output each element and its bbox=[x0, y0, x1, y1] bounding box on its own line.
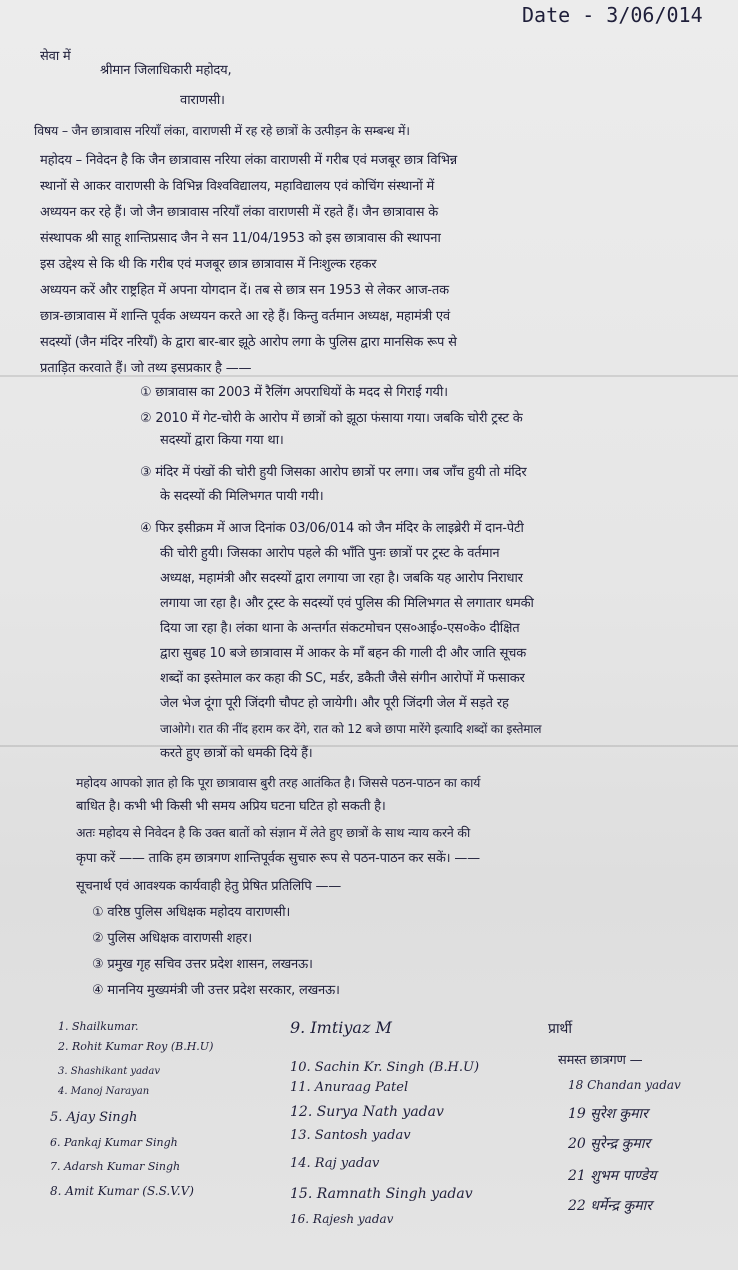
copy-to-item: ④ माननिय मुख्यमंत्री जी उत्तर प्रदेश सरकार, लखनऊ। bbox=[92, 983, 340, 998]
body-line: संस्थापक श्री साहू शान्तिप्रसाद जैन ने सन 11/04/1953 को इस छात्रावास की स्थापना bbox=[40, 231, 441, 246]
fact-item-cont: द्वारा सुबह 10 बजे छात्रावास में आकर के माँ बहन की गाली दी और जाति सूचक bbox=[160, 646, 526, 661]
copy-to-heading: सूचनार्थ एवं आवश्यक कार्यवाही हेतु प्रेषित प्रतिलिपि —— bbox=[76, 879, 342, 894]
salutation-to: सेवा में bbox=[40, 49, 71, 64]
closing-line: बाधित है। कभी भी किसी भी समय अप्रिय घटना घटित हो सकती है। bbox=[76, 799, 386, 814]
fact-item-cont: की चोरी हुयी। जिसका आरोप पहले की भाँति पुनः छात्रों पर ट्रस्ट के वर्तमान bbox=[160, 546, 500, 561]
copy-to-item: ① वरिष्ठ पुलिस अधिक्षक महोदय वाराणसी। bbox=[92, 905, 291, 920]
signature: 18 Chandan yadav bbox=[568, 1078, 681, 1092]
fact-item-cont: के सदस्यों की मिलिभगत पायी गयी। bbox=[160, 489, 324, 504]
fact-item-cont: लगाया जा रहा है। और ट्रस्ट के सदस्यों एवं पुलिस की मिलिभगत से लगातार धमकी bbox=[160, 596, 534, 611]
fact-item-cont: शब्दों का इस्तेमाल कर कहा की SC, मर्डर, डकैती जैसे संगीन आरोपों में फसाकर bbox=[160, 671, 525, 686]
signature: 2. Rohit Kumar Roy (B.H.U) bbox=[58, 1040, 214, 1053]
fact-item: ② 2010 में गेट-चोरी के आरोप में छात्रों को झूठा फंसाया गया। जबकि चोरी ट्रस्ट के bbox=[140, 411, 523, 426]
signature: 10. Sachin Kr. Singh (B.H.U) bbox=[290, 1060, 480, 1075]
fact-item-cont: सदस्यों द्वारा किया गया था। bbox=[160, 433, 284, 448]
signature: 9. Imtiyaz M bbox=[290, 1018, 392, 1037]
signature: 7. Adarsh Kumar Singh bbox=[50, 1160, 181, 1173]
fact-item-cont: करते हुए छात्रों को धमकी दिये हैं। bbox=[160, 746, 313, 761]
signature: 19 सुरेश कुमार bbox=[568, 1106, 648, 1122]
signature: 1. Shailkumar. bbox=[58, 1020, 139, 1033]
signature: 11. Anuraag Patel bbox=[290, 1080, 409, 1095]
closing-line: महोदय आपको ज्ञात हो कि पूरा छात्रावास बुरी तरह आतंकित है। जिससे पठन-पाठन का कार्य bbox=[76, 775, 481, 790]
fact-item: ④ फिर इसीक्रम में आज दिनांक 03/06/014 को जैन मंदिर के लाइब्रेरी में दान-पेटी bbox=[140, 521, 524, 536]
fact-item-cont: जाओगे। रात की नींद हराम कर देंगे, रात को 12 बजे छापा मारेंगे इत्यादि शब्दों का इस्तेमाल bbox=[160, 722, 542, 736]
signature: 5. Ajay Singh bbox=[50, 1110, 138, 1125]
signature: 12. Surya Nath yadav bbox=[290, 1104, 444, 1120]
fact-item-cont: दिया जा रहा है। लंका थाना के अन्तर्गत संकटमोचन एस०आई०-एस०के० दीक्षित bbox=[160, 621, 520, 636]
addressee-city: वाराणसी। bbox=[180, 93, 225, 108]
signature: 22 धर्मेन्द्र कुमार bbox=[568, 1198, 652, 1214]
signature: 15. Ramnath Singh yadav bbox=[290, 1186, 473, 1202]
signature: 8. Amit Kumar (S.S.V.V) bbox=[50, 1184, 194, 1198]
signature: 13. Santosh yadav bbox=[290, 1128, 411, 1143]
signature: 16. Rajesh yadav bbox=[290, 1212, 394, 1226]
signature: 20 सुरेन्द्र कुमार bbox=[568, 1136, 651, 1152]
body-line: प्रताड़ित करवाते हैं। जो तथ्य इसप्रकार है —— bbox=[40, 361, 252, 376]
copy-to-item: ③ प्रमुख गृह सचिव उत्तर प्रदेश शासन, लखनऊ। bbox=[92, 957, 313, 972]
body-line: अध्ययन करें और राष्ट्रहित में अपना योगदान दें। तब से छात्र सन 1953 से लेकर आज-तक bbox=[40, 283, 449, 298]
fact-item-cont: अध्यक्ष, महामंत्री और सदस्यों द्वारा लगाया जा रहा है। जबकि यह आरोप निराधार bbox=[160, 571, 523, 586]
signature: 14. Raj yadav bbox=[290, 1156, 380, 1171]
signature: 4. Manoj Narayan bbox=[58, 1086, 150, 1097]
fact-item: ③ मंदिर में पंखों की चोरी हुयी जिसका आरोप छात्रों पर लगा। जब जाँच हुयी तो मंदिर bbox=[140, 465, 527, 480]
signature: 6. Pankaj Kumar Singh bbox=[50, 1136, 178, 1149]
body-line: इस उद्देश्य से कि थी कि गरीब एवं मजबूर छात्र छात्रावास में निःशुल्क रहकर bbox=[40, 257, 377, 272]
closing-line: कृपा करें —— ताकि हम छात्रगण शान्तिपूर्वक सुचारु रूप से पठन-पाठन कर सकें। —— bbox=[76, 851, 480, 866]
body-line: छात्र-छात्रावास में शान्ति पूर्वक अध्ययन करते आ रहे हैं। किन्तु वर्तमान अध्यक्ष, महामंत्री एवं bbox=[40, 309, 450, 324]
body-line: अध्ययन कर रहे हैं। जो जैन छात्रावास नरियाँ लंका वाराणसी में रहते हैं। जैन छात्रावास के bbox=[40, 205, 439, 220]
closing-line: अतः महोदय से निवेदन है कि उक्त बातों को संज्ञान में लेते हुए छात्रों के साथ न्याय करने की bbox=[76, 825, 471, 840]
copy-to-item: ② पुलिस अधिक्षक वाराणसी शहर। bbox=[92, 931, 252, 946]
letter-date: Date - 3/06/014 bbox=[522, 3, 703, 27]
fact-item-cont: जेल भेज दूंगा पूरी जिंदगी चौपट हो जायेगी। और पूरी जिंदगी जेल में सड़ते रह bbox=[160, 696, 509, 711]
body-line: महोदय – निवेदन है कि जैन छात्रावास नरिया लंका वाराणसी में गरीब एवं मजबूर छात्र विभिन्न bbox=[40, 153, 457, 168]
subject-line: विषय – जैन छात्रावास नरियाँ लंका, वाराणसी में रह रहे छात्रों के उत्पीड़न के सम्बन्ध में। bbox=[34, 123, 410, 138]
signature: 21 शुभम पाण्डेय bbox=[568, 1168, 657, 1184]
applicant-group: समस्त छात्रगण — bbox=[558, 1053, 643, 1068]
body-line: स्थानों से आकर वाराणसी के विभिन्न विश्वविद्यालय, महाविद्यालय एवं कोचिंग संस्थानों में bbox=[40, 179, 435, 194]
applicant-label: प्रार्थी bbox=[548, 1021, 572, 1037]
paper-fold-line bbox=[0, 745, 738, 747]
signature: 3. Shashikant yadav bbox=[58, 1066, 161, 1077]
addressee: श्रीमान जिलाधिकारी महोदय, bbox=[100, 63, 232, 78]
body-line: सदस्यों (जैन मंदिर नरियाँ) के द्वारा बार-बार झूठे आरोप लगा के पुलिस द्वारा मानसिक रूप से bbox=[40, 335, 457, 350]
fact-item: ① छात्रावास का 2003 में रैलिंग अपराधियों के मदद से गिराई गयी। bbox=[140, 385, 448, 400]
